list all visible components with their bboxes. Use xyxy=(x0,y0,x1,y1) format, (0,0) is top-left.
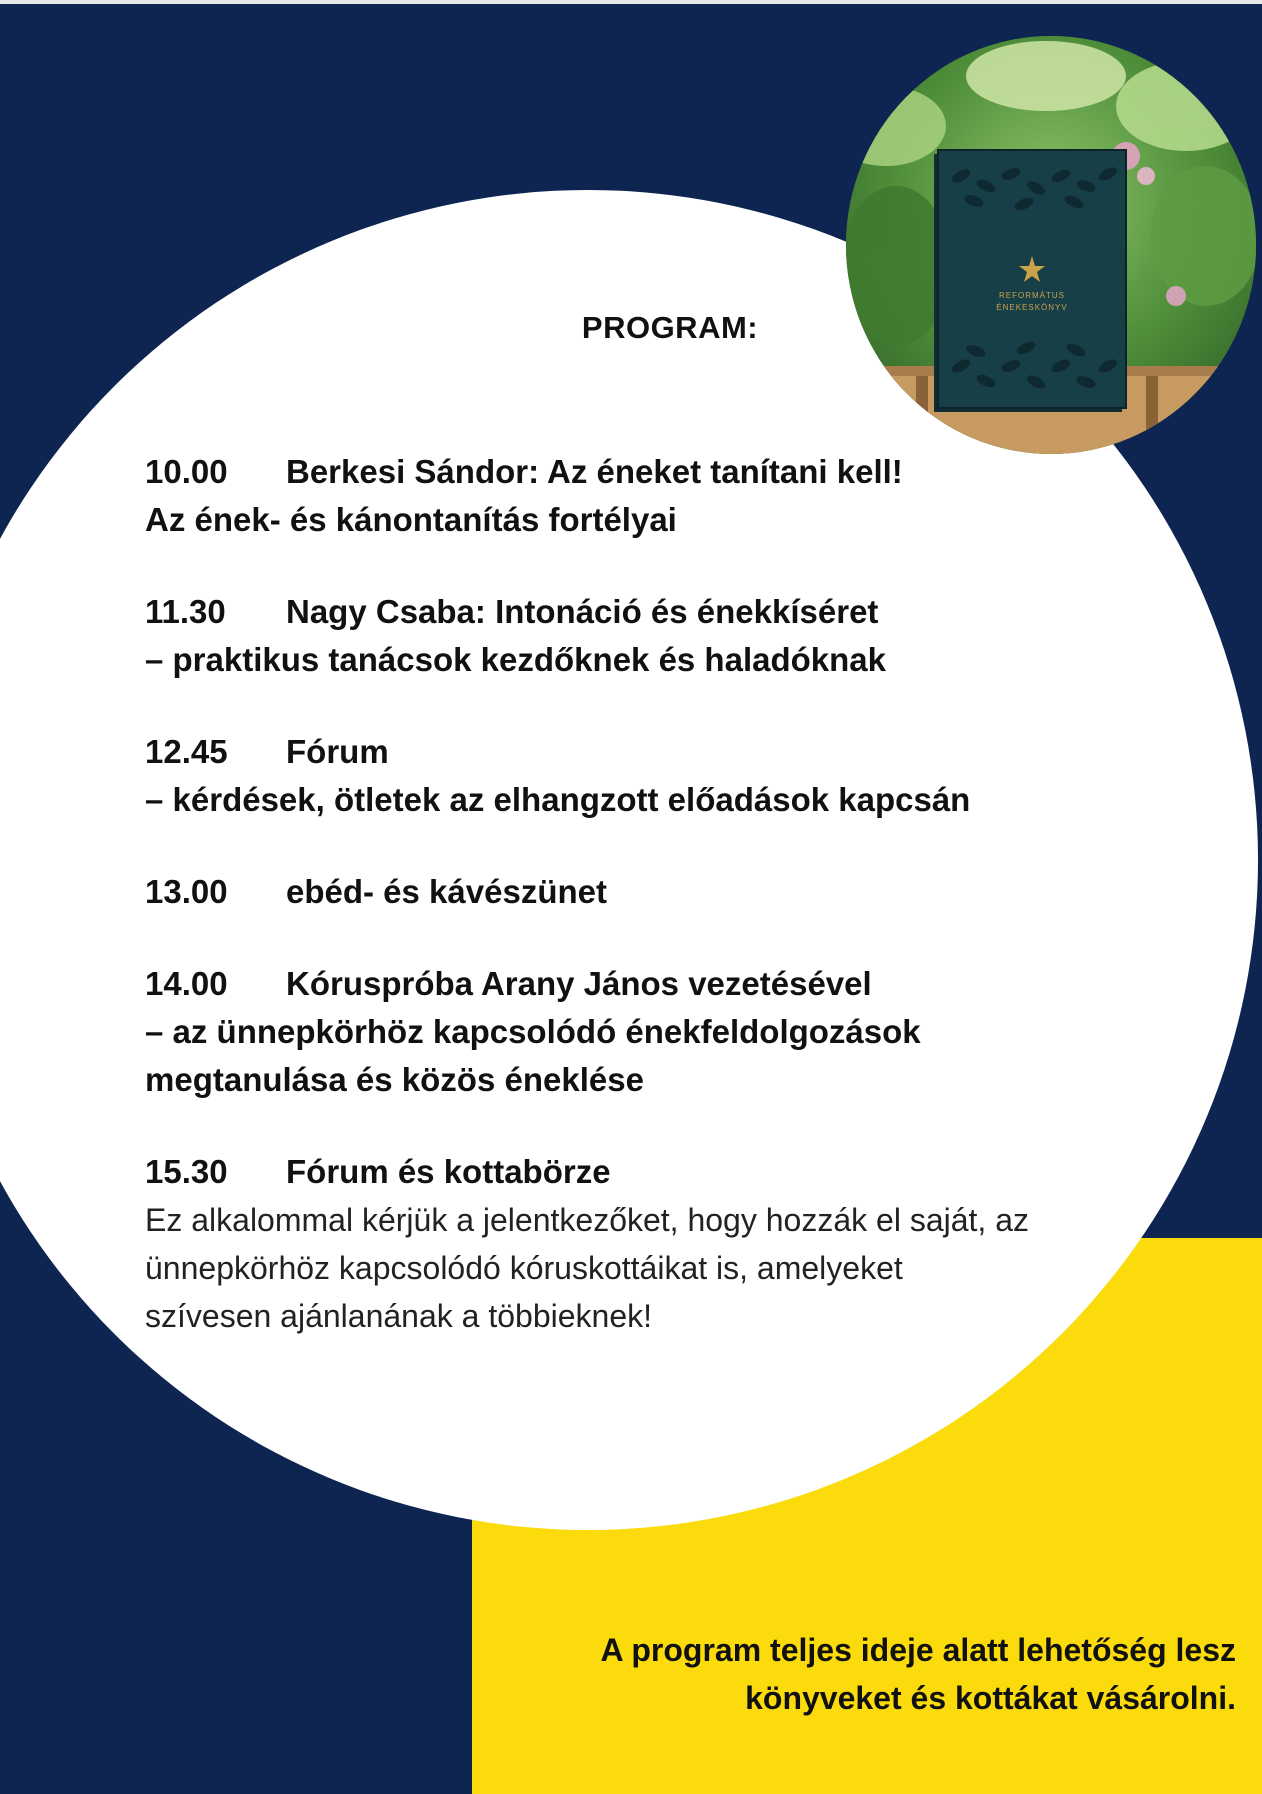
top-border-line xyxy=(0,0,1262,4)
program-item xyxy=(145,960,1145,1104)
program-list xyxy=(145,448,1145,1384)
program-item-title: Fórum és kottabörze xyxy=(286,1153,611,1190)
book-cover-line1: REFORMÁTUS xyxy=(999,291,1065,300)
program-item-time: 10.00 xyxy=(145,453,228,490)
program-item-title: Nagy Csaba: Intonáció és énekkíséret xyxy=(286,593,879,630)
program-item-title: Berkesi Sándor: Az éneket tanítani kell! xyxy=(286,453,903,490)
hymnbook-photo-illustration xyxy=(846,36,1256,454)
program-item-note: ünnepkörhöz kapcsolódó kóruskottáikat is, amelyeket xyxy=(145,1250,903,1286)
program-item-subtitle: – praktikus tanácsok kezdőknek és haladóknak xyxy=(145,641,887,678)
program-item-note: Ez alkalommal kérjük a jelentkezőket, hogy hozzák el saját, az xyxy=(145,1202,1029,1238)
program-item-header xyxy=(145,1148,1145,1196)
program-item-header xyxy=(145,960,1145,1008)
program-item-title: Fórum xyxy=(286,733,389,770)
program-item-time: 14.00 xyxy=(145,965,228,1002)
program-item-time: 12.45 xyxy=(145,733,228,770)
program-item xyxy=(145,728,1145,824)
hymnbook-book xyxy=(934,150,1126,412)
program-item-header xyxy=(145,448,1145,496)
purchase-note xyxy=(480,1626,1236,1722)
program-item-header xyxy=(145,868,1145,916)
book-cover-line2: ÉNEKESKÖNYV xyxy=(996,303,1068,312)
program-heading: PROGRAM: xyxy=(581,310,759,345)
program-item-subtitle: megtanulása és közös éneklése xyxy=(145,1061,644,1098)
program-item-time: 15.30 xyxy=(145,1153,228,1190)
program-item xyxy=(145,588,1145,684)
program-item-note: szívesen ajánlanának a többieknek! xyxy=(145,1298,653,1334)
program-item-time: 11.30 xyxy=(145,593,226,630)
program-item-title: Kóruspróba Arany János vezetésével xyxy=(286,965,872,1002)
program-item-subtitle: – az ünnepkörhöz kapcsolódó énekfeldolgozások xyxy=(145,1013,921,1050)
program-item-subtitle: – kérdések, ötletek az elhangzott előadások kapcsán xyxy=(145,781,971,818)
purchase-note-line1: A program teljes ideje alatt lehetőség lesz xyxy=(600,1632,1236,1668)
program-item-subtitle: Az ének- és kánontanítás fortélyai xyxy=(145,501,677,538)
program-item xyxy=(145,1148,1145,1340)
program-item-header xyxy=(145,728,1145,776)
purchase-note-line2: könyveket és kottákat vásárolni. xyxy=(745,1680,1236,1716)
program-item-title: ebéd- és kávészünet xyxy=(286,873,607,910)
hymnbook-photo xyxy=(846,36,1256,454)
program-item xyxy=(145,868,1145,916)
program-item xyxy=(145,448,1145,544)
program-item-time: 13.00 xyxy=(145,873,228,910)
program-item-header xyxy=(145,588,1145,636)
